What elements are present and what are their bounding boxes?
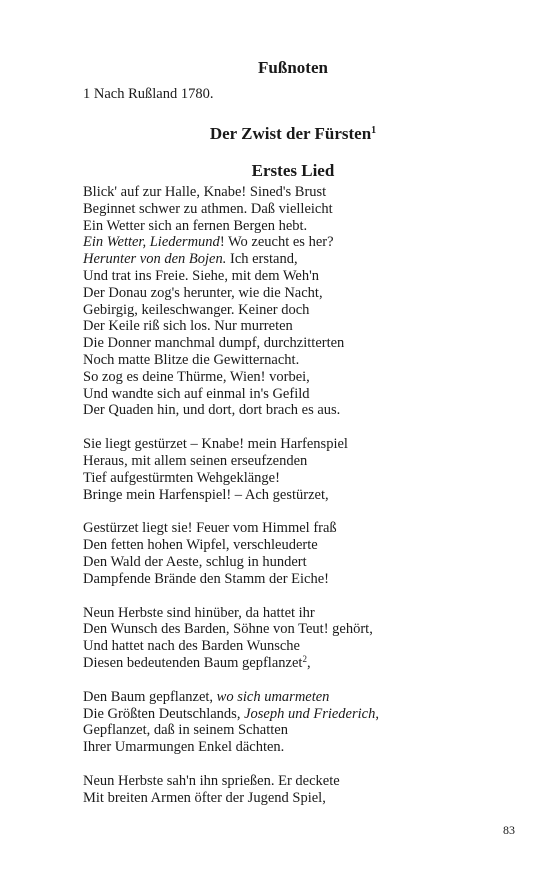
poem-line-text: Die Donner manchmal dumpf, durchzitterten xyxy=(83,335,345,352)
poem-line-text: ! Wo zeucht es her? xyxy=(219,234,334,251)
poem-line xyxy=(83,739,523,756)
poem-line-italic: Ein Wetter, Liedermund xyxy=(83,234,220,251)
poem-line xyxy=(83,268,523,285)
poem-line xyxy=(83,689,523,706)
poem-line xyxy=(83,234,523,251)
poem-line-text: Der Quaden hin, und dort, dort brach es aus. xyxy=(83,402,341,419)
poem-line xyxy=(83,352,523,369)
poem-line-text: , xyxy=(375,705,379,722)
poem-line xyxy=(83,621,523,638)
footnotes-heading: Fußnoten xyxy=(258,58,328,77)
poem-line-text: Ich erstand, xyxy=(226,251,298,268)
poem-line-italic: wo sich umarmeten xyxy=(216,688,330,705)
footnote-text: Nach Rußland 1780. xyxy=(93,86,214,102)
poem-line xyxy=(83,638,523,655)
poem-line-italic: Herunter von den Bojen. xyxy=(83,251,227,268)
poem-line xyxy=(83,251,523,268)
footnote-entry xyxy=(83,84,213,104)
poem-line xyxy=(83,520,523,537)
poem-line-text: Den Wunsch des Barden, Söhne von Teut! gehört, xyxy=(83,621,373,638)
poem-line xyxy=(83,605,523,622)
footnote-mark: 2 xyxy=(302,653,307,664)
poem-line-text: Mit breiten Armen öfter der Jugend Spiel, xyxy=(83,789,326,806)
poem-line xyxy=(83,554,523,571)
stanza xyxy=(83,605,523,672)
poem-line-text: Blick' auf zur Halle, Knabe! Sined's Brust xyxy=(83,184,327,200)
poem-line xyxy=(83,655,523,672)
poem-line xyxy=(83,184,523,201)
footnote-number: 1 xyxy=(83,86,91,102)
song-title: Erstes Lied xyxy=(251,161,335,180)
poem-line-text: Neun Herbste sah'n ihn sprießen. Er deckete xyxy=(83,772,340,789)
poem-line xyxy=(83,402,523,419)
poem-line xyxy=(83,790,523,807)
poem-line xyxy=(83,537,523,554)
poem-line xyxy=(83,470,523,487)
poem-line-text: So zog es deine Thürme, Wien! vorbei, xyxy=(83,368,310,385)
poem-line xyxy=(83,201,523,218)
poem-line-text: Den fetten hohen Wipfel, verschleuderte xyxy=(83,537,318,554)
poem-line-text: Den Baum gepflanzet, xyxy=(83,688,217,705)
poem-line xyxy=(83,722,523,739)
poem-line xyxy=(83,218,523,235)
stanza xyxy=(83,773,523,807)
poem-line xyxy=(83,369,523,386)
stanza xyxy=(83,184,523,419)
poem-line-text: Diesen bedeutenden Baum gepflanzet xyxy=(83,654,303,671)
poem-line-text: Der Keile riß sich los. Nur murreten xyxy=(83,318,293,335)
poem-line xyxy=(83,487,523,504)
poem-line-text: Die Größten Deutschlands, xyxy=(83,705,245,722)
poem-line-text: Noch matte Blitze die Gewitternacht. xyxy=(83,351,300,368)
poem-line xyxy=(83,386,523,403)
poem-line-text: Und hattet nach des Barden Wunsche xyxy=(83,638,300,655)
poem-line-text: Heraus, mit allem seinen erseufzenden xyxy=(83,452,308,469)
poem-line-text: Gepflanzet, daß in seinem Schatten xyxy=(83,722,288,739)
poem-title-text: Der Zwist der Fürsten xyxy=(209,124,372,143)
poem-title-footnote-mark: 1 xyxy=(371,125,377,136)
poem-line-text: Und wandte sich auf einmal in's Gefild xyxy=(83,385,310,402)
poem-line-text: Sie liegt gestürzet – Knabe! mein Harfenspiel xyxy=(83,436,348,453)
poem-line xyxy=(83,335,523,352)
poem-line xyxy=(83,285,523,302)
poem-line-text: Tief aufgestürmten Wehgeklänge! xyxy=(83,469,280,486)
stanza xyxy=(83,436,523,503)
poem-line-text: , xyxy=(306,654,311,671)
poem-line-text: Bringe mein Harfenspiel! – Ach gestürzet, xyxy=(83,486,329,503)
poem-line xyxy=(83,302,523,319)
poem-line-text: Ein Wetter sich an fernen Bergen hebt. xyxy=(83,217,308,234)
poem-line xyxy=(83,318,523,335)
poem-line xyxy=(83,773,523,790)
poem-line xyxy=(83,436,523,453)
poem-title xyxy=(0,123,550,145)
poem-line-text: Und trat ins Freie. Siehe, mit dem Weh'n xyxy=(83,267,319,284)
poem-line-text: Neun Herbste sind hinüber, da hattet ihr xyxy=(83,604,315,621)
poem-line-text: Der Donau zog's herunter, wie die Nacht, xyxy=(83,284,323,301)
page-number: 83 xyxy=(503,823,515,837)
stanza xyxy=(83,520,523,587)
poem-line xyxy=(83,571,523,588)
poem-line xyxy=(83,706,523,723)
poem-line-text: Den Wald der Aeste, schlug in hundert xyxy=(83,553,307,570)
poem-line xyxy=(83,453,523,470)
poem-line-text: Ihrer Umarmungen Enkel dächten. xyxy=(83,739,285,756)
poem-line-text: Beginnet schwer zu athmen. Daß vielleicht xyxy=(83,200,333,217)
stanza xyxy=(83,689,523,756)
poem-line-text: Dampfende Brände den Stamm der Eiche! xyxy=(83,570,330,587)
poem-line-italic: Joseph und Friederich xyxy=(244,705,376,722)
poem-line-text: Gestürzet liegt sie! Feuer vom Himmel fraß xyxy=(83,520,337,537)
poem-body xyxy=(83,184,523,824)
poem-line-text: Gebirgig, keileschwanger. Keiner doch xyxy=(83,301,310,318)
